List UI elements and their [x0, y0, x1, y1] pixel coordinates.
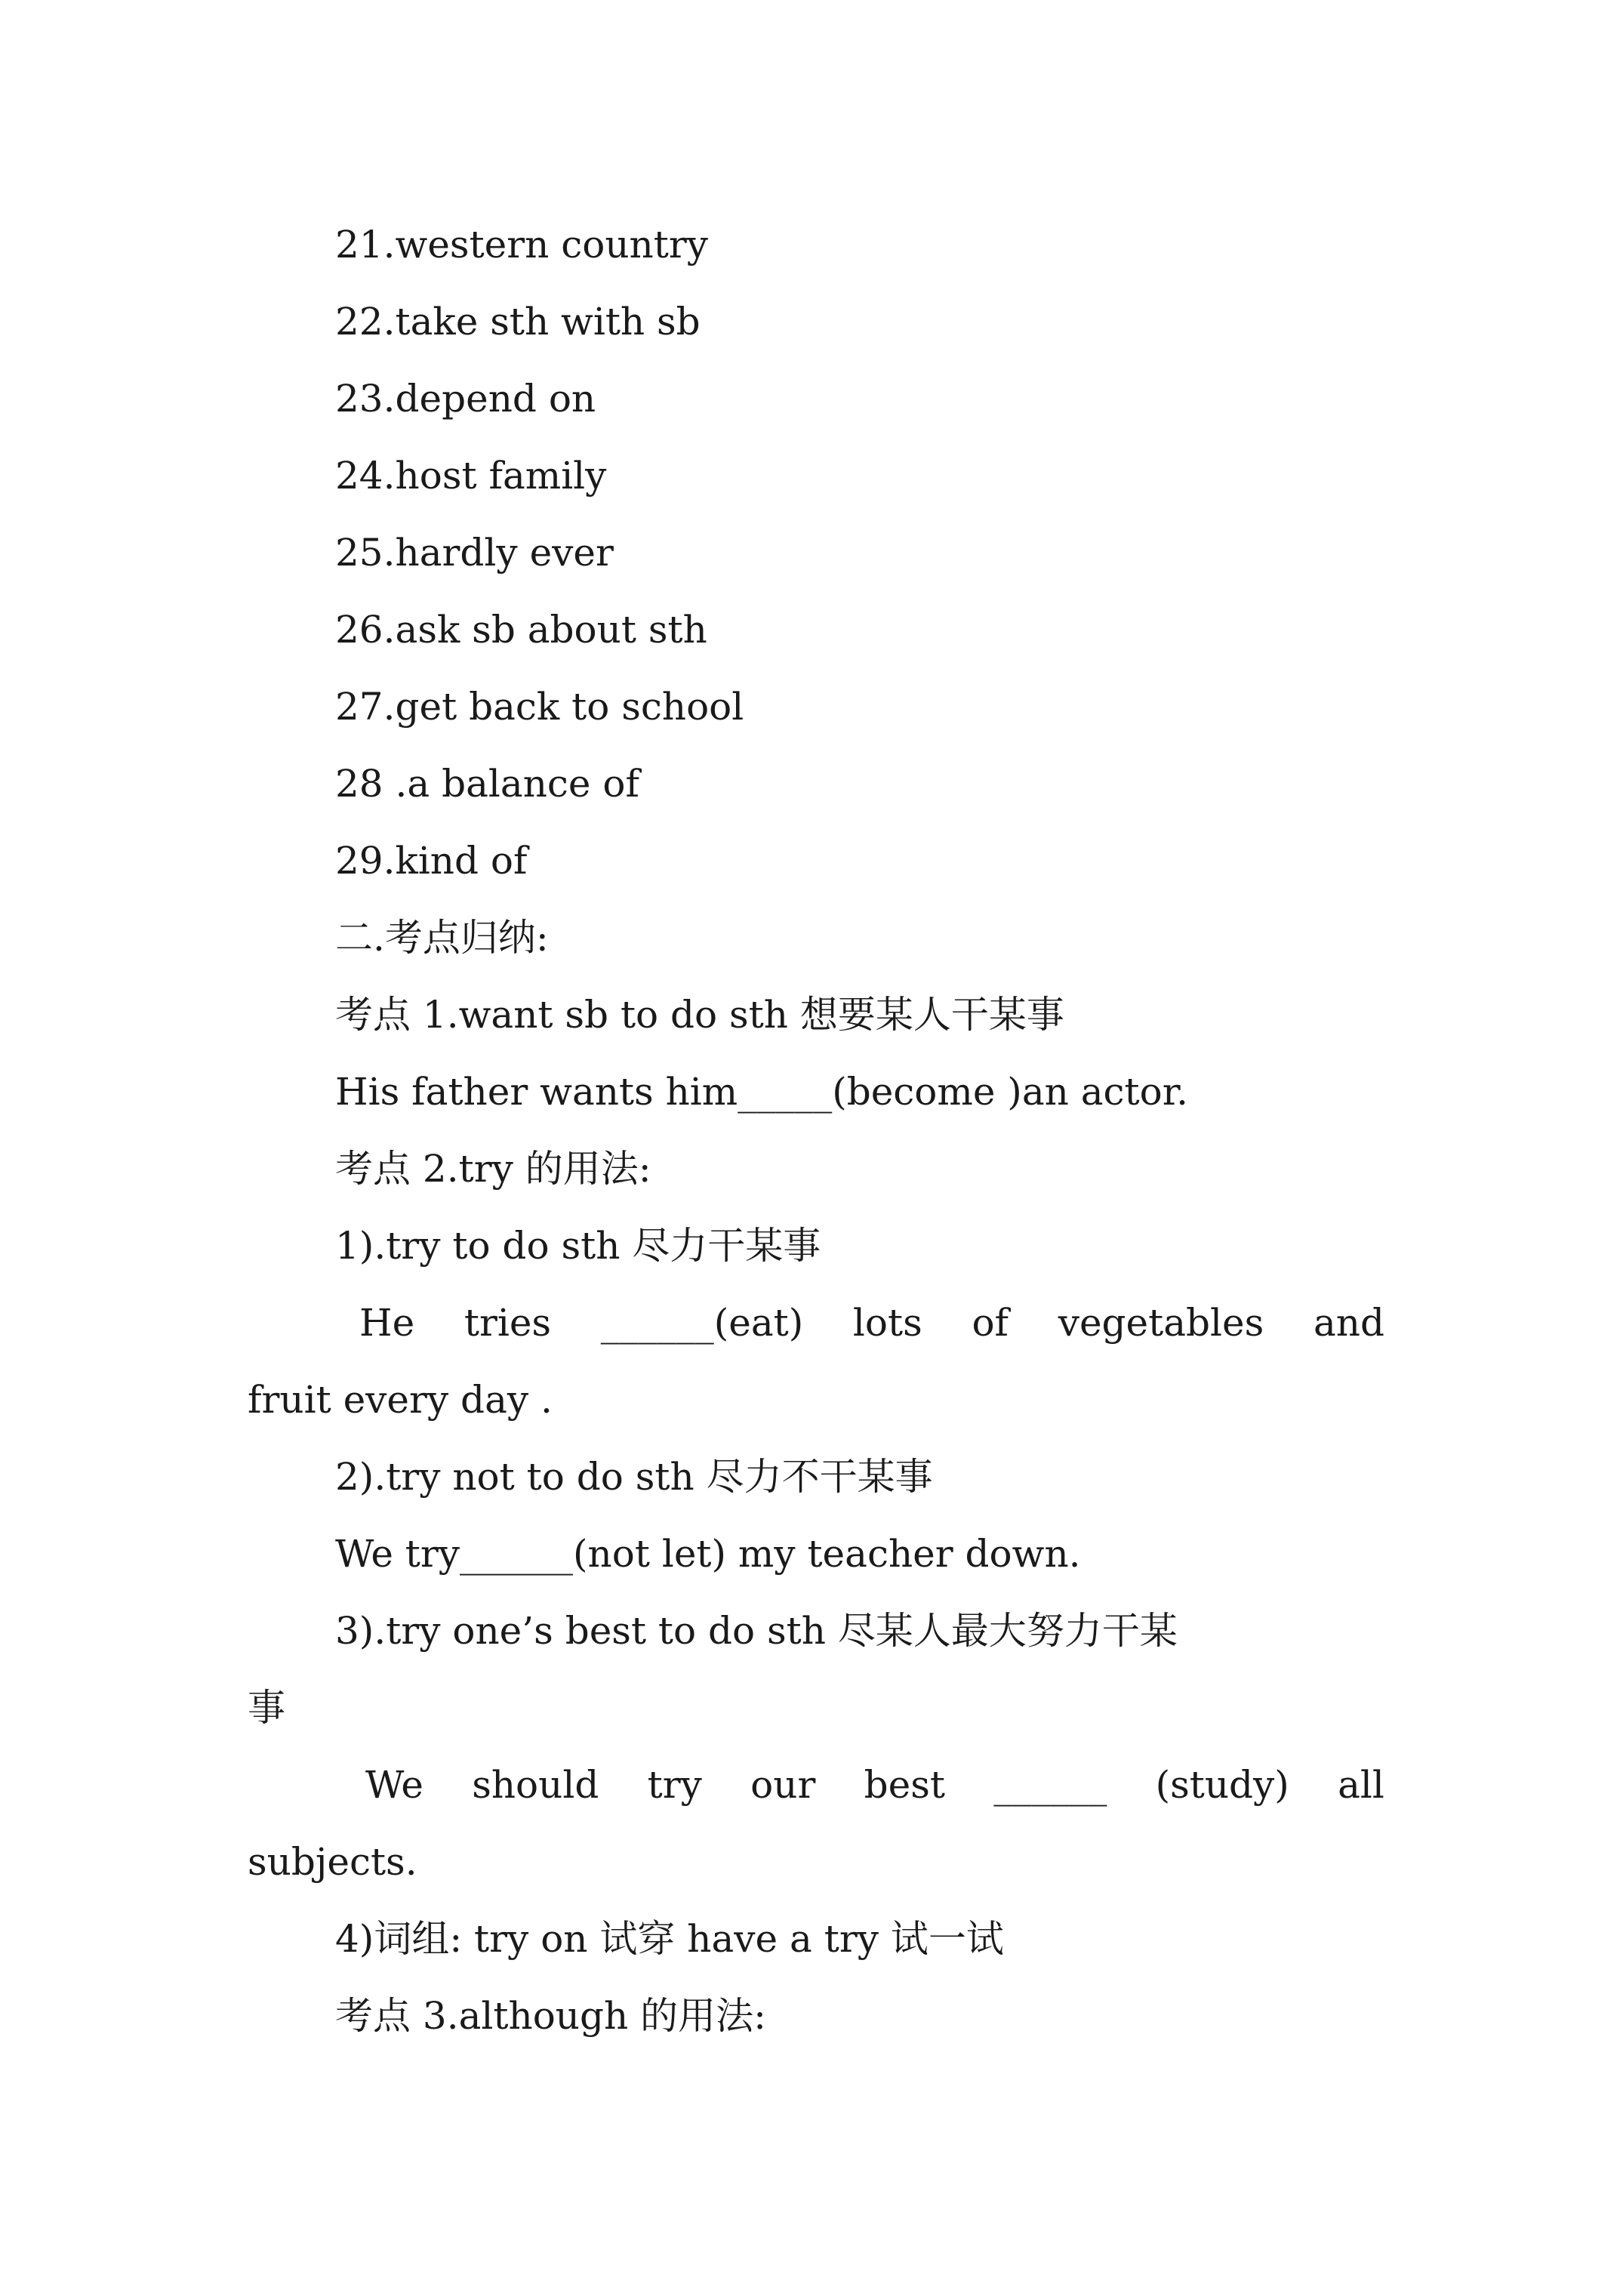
phrase-25: 25.hardly ever	[335, 531, 614, 575]
try-usage-3: 3).try one’s best to do sth 尽某人最大努力干某	[335, 1609, 1178, 1653]
point-1-example: His father wants him_____(become )an actor.	[335, 1070, 1189, 1114]
phrase-26: 26.ask sb about sth	[335, 608, 707, 652]
try-usage-3-example-cont: subjects.	[248, 1840, 417, 1884]
phrase-28: 28 .a balance of	[335, 762, 640, 806]
try-usage-2-example: We try______(not let) my teacher down.	[335, 1532, 1081, 1576]
phrase-21: 21.western country	[335, 223, 708, 267]
phrase-22: 22.take sth with sb	[335, 300, 701, 344]
point-3-title: 考点 3.although 的用法:	[335, 1994, 766, 2038]
try-usage-4: 4)词组: try on 试穿 have a try 试一试	[335, 1917, 1004, 1961]
section-heading: 二.考点归纳:	[335, 916, 549, 960]
try-usage-1: 1).try to do sth 尽力干某事	[335, 1224, 821, 1268]
phrase-23: 23.depend on	[335, 377, 596, 421]
point-1-title: 考点 1.want sb to do sth 想要某人干某事	[335, 993, 1064, 1037]
try-usage-1-example: He tries ______(eat) lots of vegetables and	[359, 1301, 1384, 1345]
try-usage-1-example-cont: fruit every day .	[248, 1378, 553, 1422]
phrase-24: 24.host family	[335, 454, 607, 498]
try-usage-2: 2).try not to do sth 尽力不干某事	[335, 1455, 933, 1499]
phrase-29: 29.kind of	[335, 839, 528, 883]
try-usage-3-cont: 事	[248, 1686, 285, 1730]
point-2-title: 考点 2.try 的用法:	[335, 1147, 651, 1191]
try-usage-3-example: We should try our best ______ (study) all	[365, 1763, 1384, 1807]
phrase-27: 27.get back to school	[335, 685, 744, 729]
